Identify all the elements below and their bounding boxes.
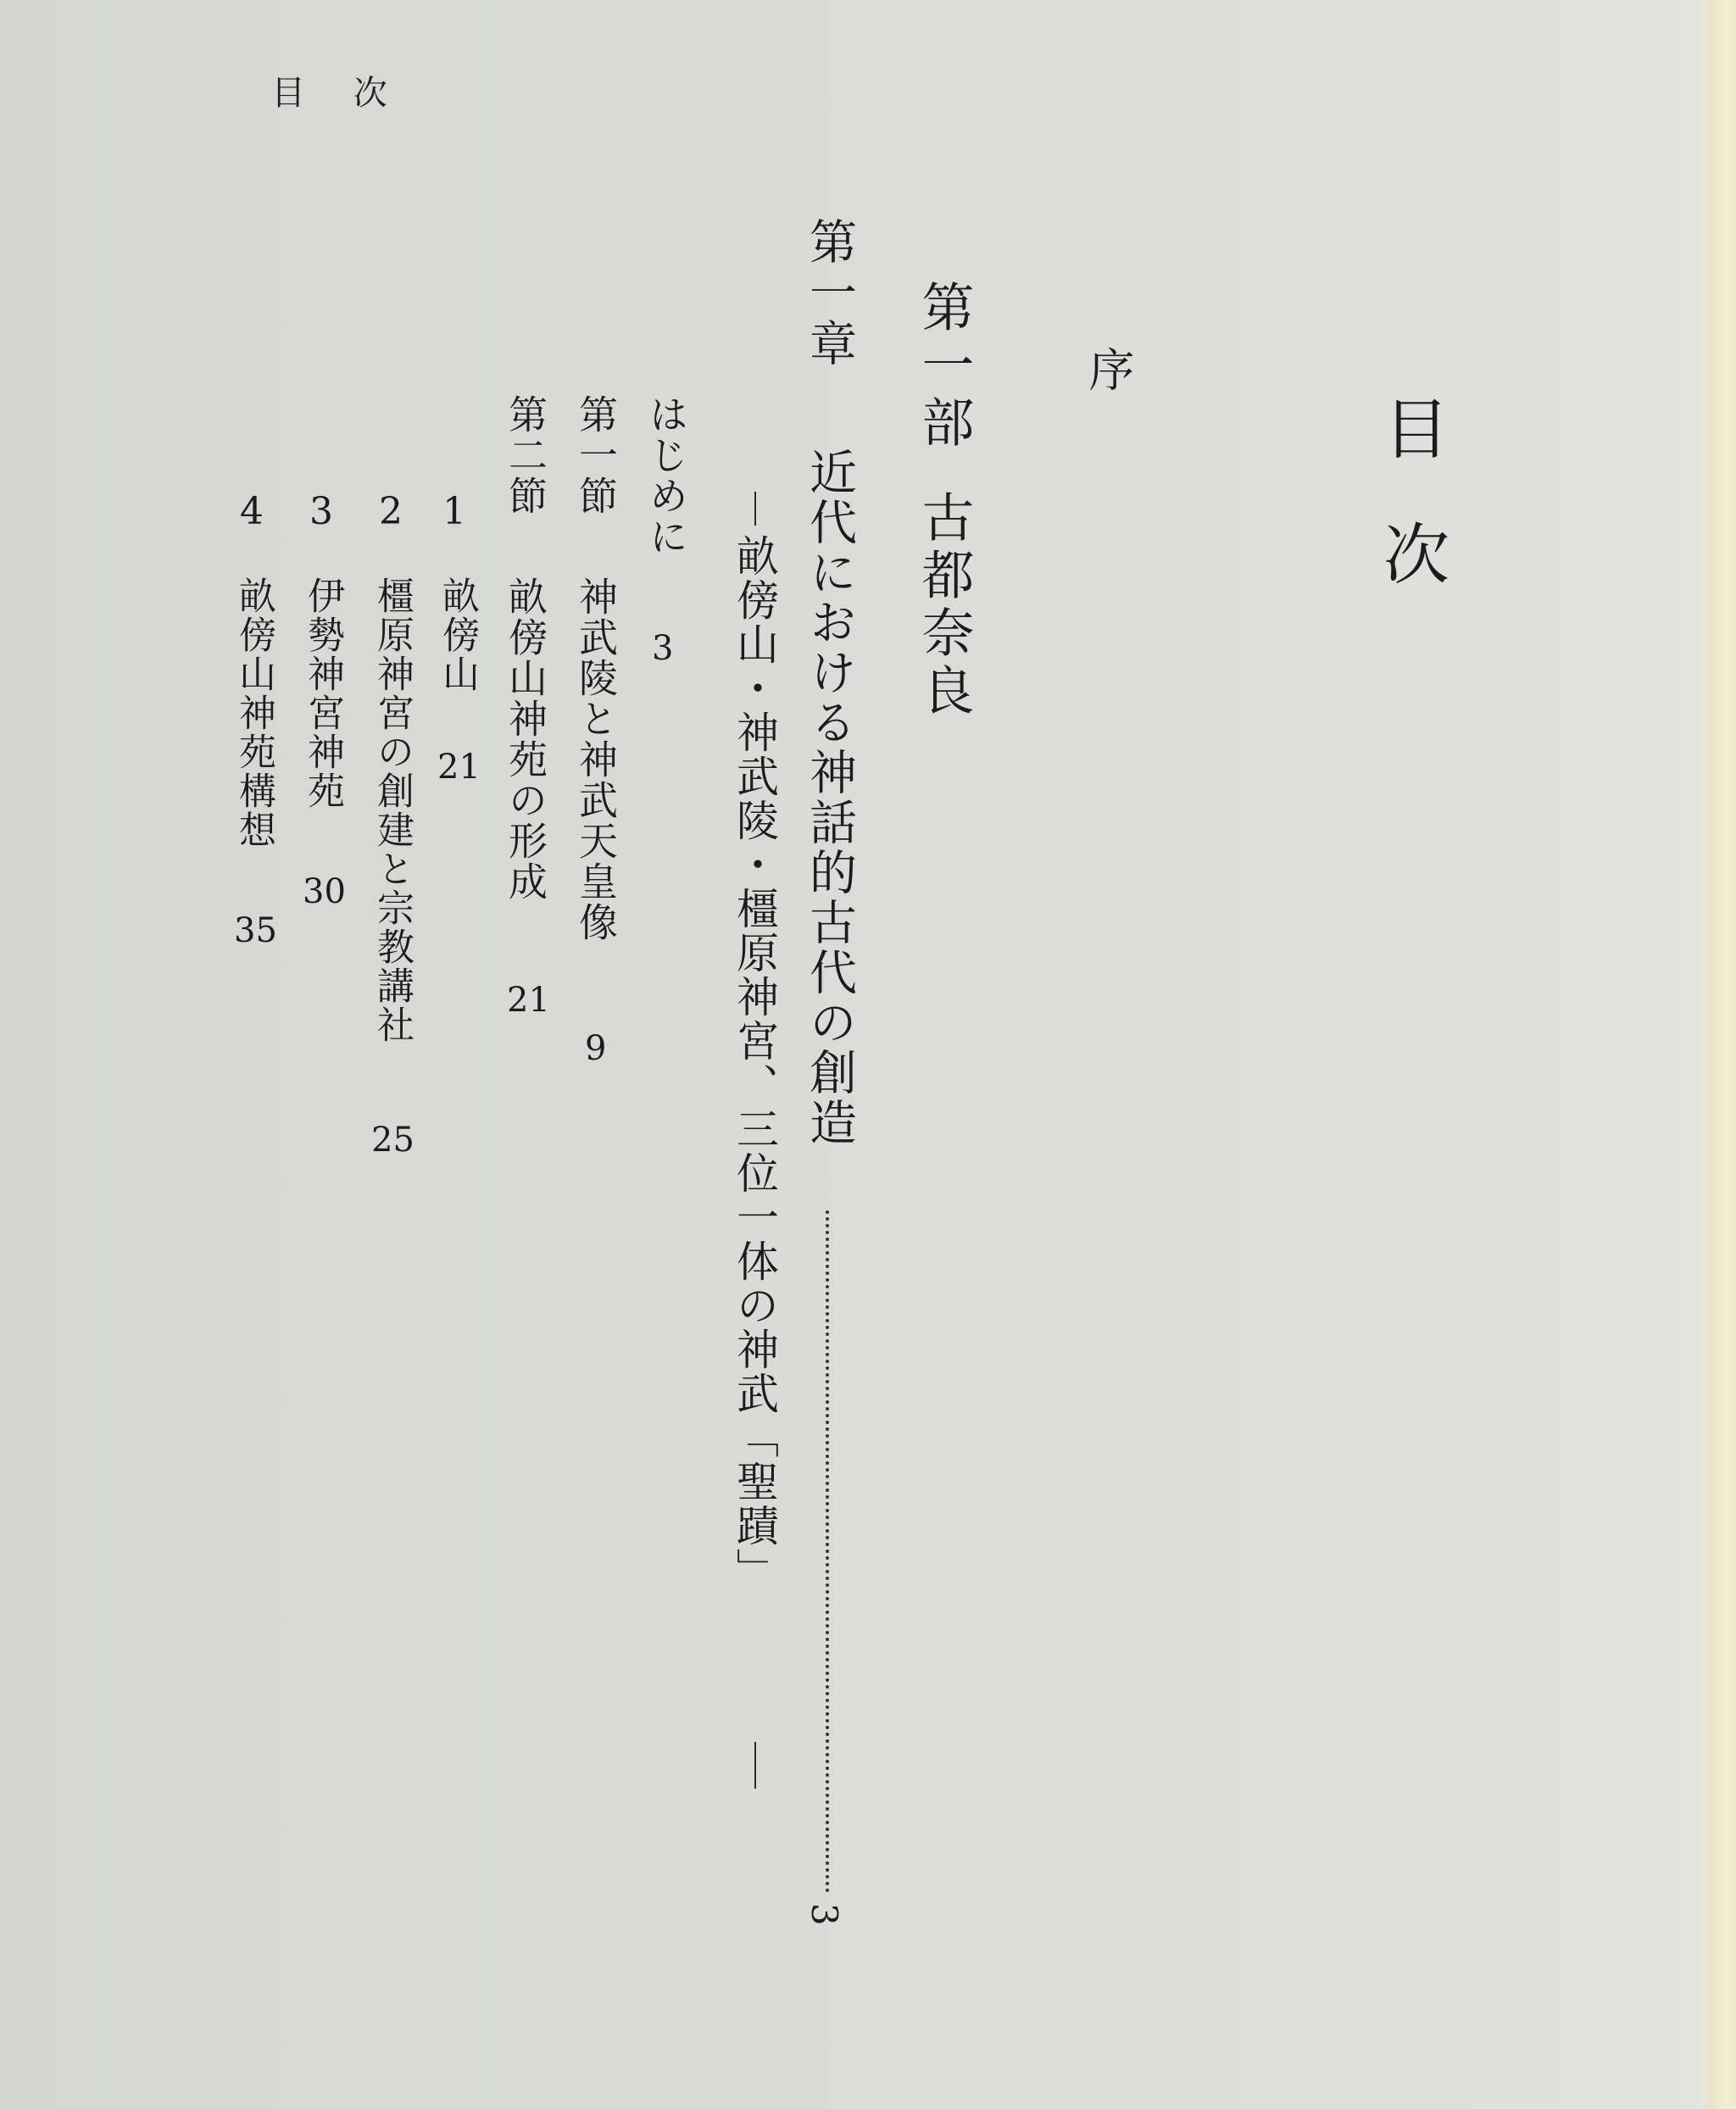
entry-section1-title[interactable]: 神武陵と神武天皇像	[573, 576, 619, 943]
subentry1-number: 1	[442, 490, 466, 533]
subentry3-number: 3	[309, 490, 333, 533]
part-label: 第一部	[913, 280, 975, 453]
subentry1-page: 21	[437, 748, 481, 787]
subentry4-title[interactable]: 畝傍山神苑構想	[232, 576, 275, 849]
entry-section1-label: 第一節	[573, 394, 619, 516]
entry-section2-page: 21	[507, 981, 550, 1020]
chapter-title[interactable]: 近代における神話的古代の創造	[802, 448, 857, 1148]
page-edge	[1708, 0, 1736, 2109]
part-title: 古都奈良	[913, 490, 975, 721]
subtitle-dash-bottom	[754, 1742, 756, 1789]
subtitle-dash-top	[754, 492, 756, 526]
part-heading[interactable]	[913, 280, 975, 721]
chapter-label: 第一章	[802, 217, 857, 370]
entry-section2-label: 第二節	[503, 394, 548, 516]
subentry4-number: 4	[240, 490, 264, 533]
leader-dots	[826, 1210, 829, 1893]
subentry2-title[interactable]: 橿原神宮の創建と宗教講社	[370, 576, 414, 1044]
subentry3-title[interactable]: 伊勢神宮神苑	[301, 576, 344, 810]
entry-intro-page: 3	[652, 629, 674, 668]
chapter-page-number: 3	[804, 1903, 845, 1926]
subentry4-page: 35	[234, 911, 277, 950]
page-title: 目次	[1372, 394, 1449, 645]
running-head: 目 次	[271, 74, 406, 113]
entry-intro-label[interactable]: はじめに	[643, 394, 689, 557]
subentry2-page: 25	[371, 1121, 415, 1160]
subentry3-page: 30	[303, 872, 346, 911]
subentry2-number: 2	[379, 490, 403, 533]
preface-entry[interactable]: 序	[1082, 346, 1135, 392]
entry-section1-page: 9	[585, 1029, 607, 1068]
chapter-subtitle: 畝傍山・神武陵・橿原神宮、三位一体の神武「聖蹟」	[730, 534, 779, 1592]
subentry1-title[interactable]: 畝傍山	[436, 576, 479, 693]
page-edge-shadow	[1695, 0, 1708, 2109]
entry-section2-title[interactable]: 畝傍山神苑の形成	[503, 576, 548, 902]
